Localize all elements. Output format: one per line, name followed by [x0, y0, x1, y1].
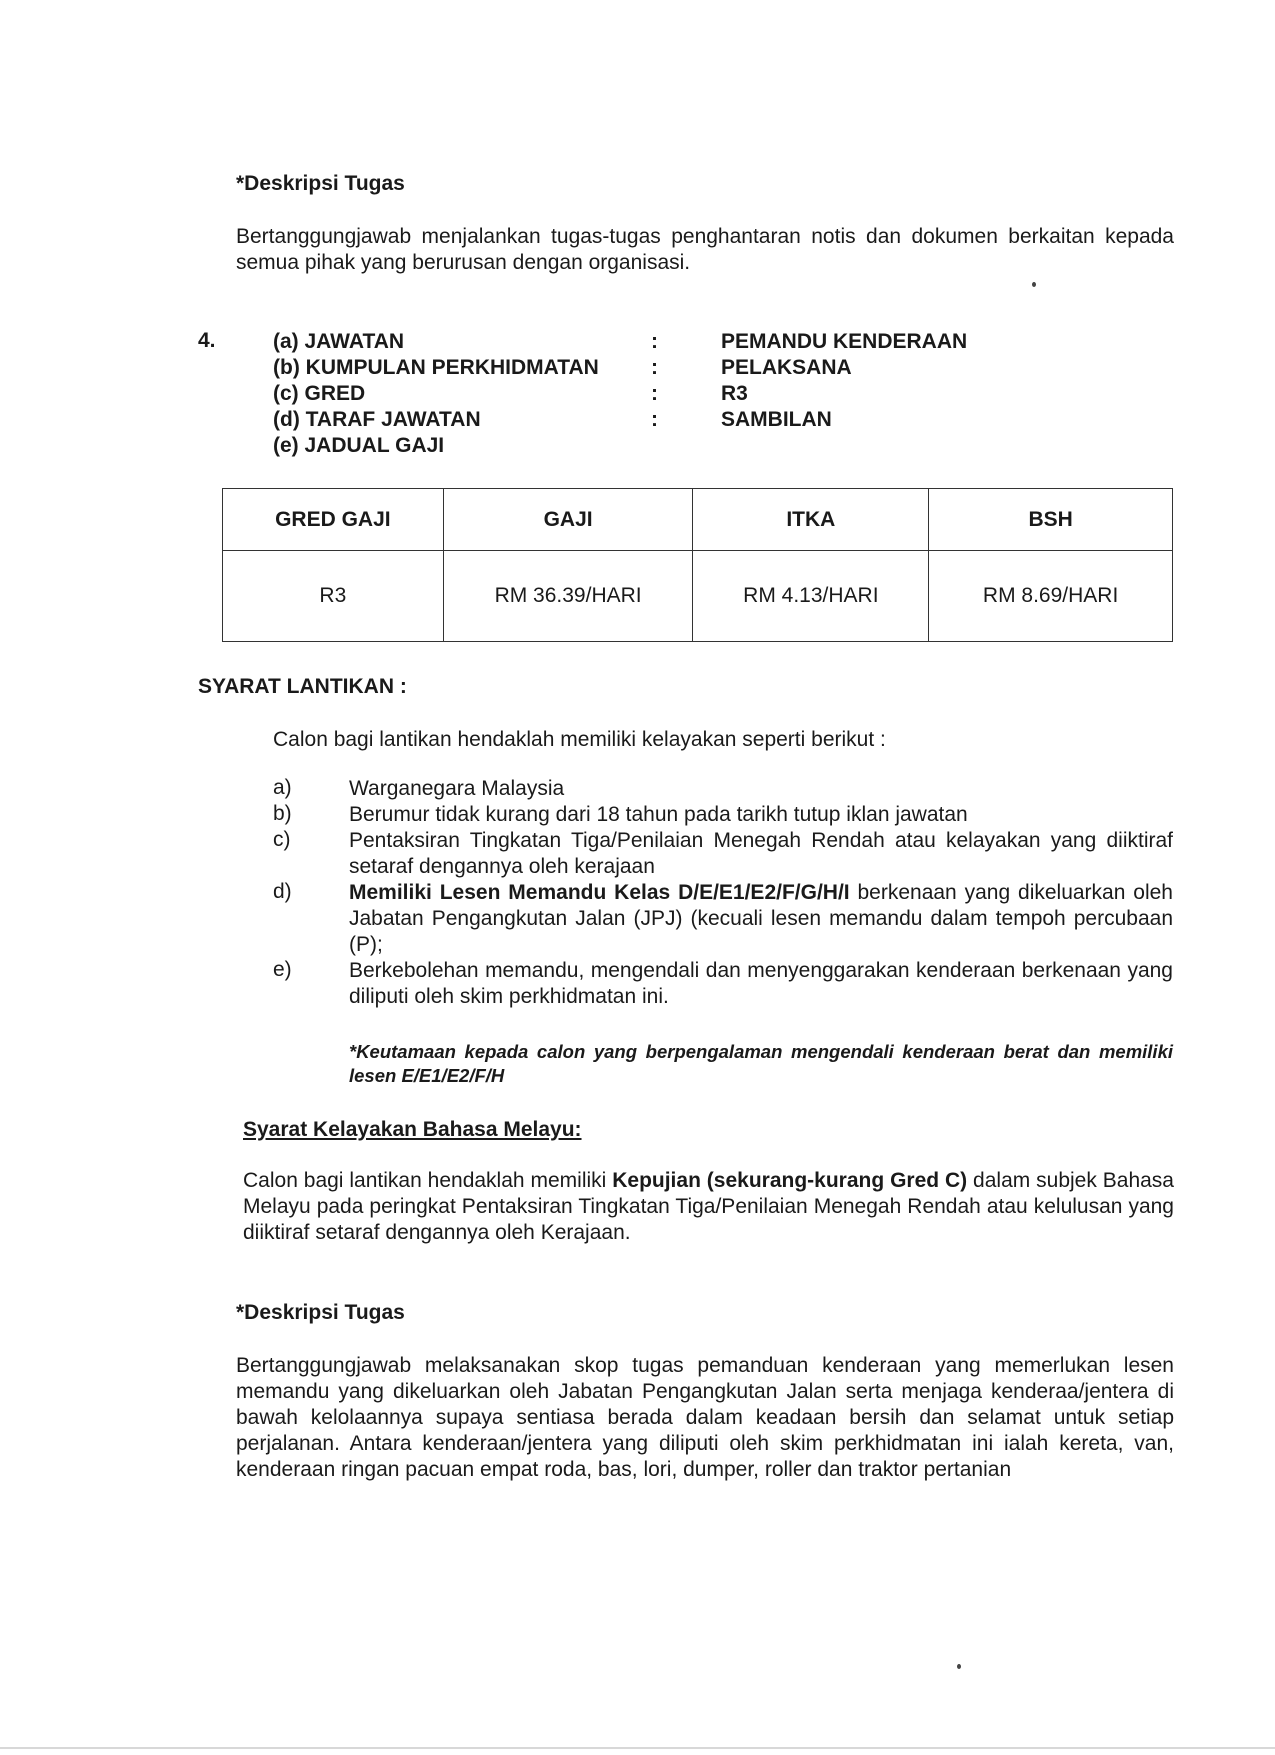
salary-header-bsh: BSH [929, 489, 1173, 551]
section1-paragraph: Bertanggungjawab menjalankan tugas-tugas penghantaran notis dan dokumen berkaitan kepada semua pihak yang berurusan dengan organisasi. [236, 225, 1174, 274]
section2-paragraph: Bertanggungjawab melaksanakan skop tugas pemanduan kenderaan yang memerlukan lesen memandu yang dikeluarkan oleh Jabatan Pengangkutan Jalan serta menjaga kenderaa/jentera di bawah kelolaannya supaya sentiasa berada dalam keadaan bersih dan selamat untuk setiap perjalanan. Antara kenderaan/jentera yang diliputi oleh skim perkhidmatan ini ialah kereta, van, kenderaan ringan pacuan empat roda, bas, lori, dumper, roller dan traktor pertanian [236, 1354, 1174, 1481]
field-colon: : [651, 356, 658, 379]
field-value: SAMBILAN [721, 408, 832, 431]
field-label: (a) JAWATAN [273, 330, 405, 353]
syarat-heading: SYARAT LANTIKAN : [198, 675, 407, 698]
list-text: Pentaksiran Tingkatan Tiga/Penilaian Menegah Rendah atau kelayakan yang diiktiraf setaraf dengannya oleh kerajaan [349, 829, 1173, 878]
salary-header-itka: ITKA [693, 489, 929, 551]
section4-fields [273, 329, 1033, 469]
list-marker: a) [273, 776, 292, 799]
section4-number: 4. [198, 329, 216, 352]
section2-heading: *Deskripsi Tugas [236, 1301, 405, 1324]
syarat-intro: Calon bagi lantikan hendaklah memiliki kelayakan seperti berikut : [273, 728, 886, 751]
list-text: Warganegara Malaysia [349, 777, 565, 800]
salary-cell-itka: RM 4.13/HARI [693, 551, 929, 642]
salary-table [222, 488, 1173, 642]
list-marker: b) [273, 802, 292, 825]
bahasa-text-bold: Kepujian (sekurang-kurang Gred C) [612, 1169, 968, 1192]
table-row [223, 551, 1173, 642]
salary-header-gred-gaji: GRED GAJI [223, 489, 444, 551]
field-value: PELAKSANA [721, 356, 852, 379]
salary-table-header-row [223, 489, 1173, 551]
list-text-bold: Memiliki Lesen Memandu Kelas D/E/E1/E2/F/G/H/I [349, 881, 850, 904]
scan-speck [957, 1664, 961, 1669]
list-marker: c) [273, 828, 291, 851]
bahasa-text-after: dalam subjek Bahasa Melayu pada peringkat Pentaksiran Tingkatan Tiga/Penilaian Menegah Rendah atau kelulusan yang diiktiraf setaraf dengannya oleh Kerajaan. [243, 1169, 1174, 1244]
list-marker: d) [273, 880, 292, 903]
bahasa-paragraph [243, 1168, 1174, 1246]
bahasa-heading: Syarat Kelayakan Bahasa Melayu: [243, 1118, 582, 1141]
salary-cell-bsh: RM 8.69/HARI [929, 551, 1173, 642]
syarat-list [273, 776, 1173, 1016]
scan-edge-line [0, 1747, 1275, 1749]
field-label: (e) JADUAL GAJI [273, 434, 445, 457]
salary-cell-gred-gaji: R3 [223, 551, 444, 642]
list-text-rest: berkenaan yang dikeluarkan oleh Jabatan Pengangkutan Jalan (JPJ) (kecuali lesen memandu dalam tempoh percubaan (P); [349, 881, 1173, 956]
field-colon: : [651, 408, 658, 431]
list-text: Berumur tidak kurang dari 18 tahun pada tarikh tutup iklan jawatan [349, 803, 968, 826]
list-marker: e) [273, 958, 292, 981]
list-text [349, 880, 1173, 958]
bahasa-text-before: Calon bagi lantikan hendaklah memiliki [243, 1169, 613, 1192]
salary-cell-gaji: RM 36.39/HARI [443, 551, 693, 642]
field-label: (d) TARAF JAWATAN [273, 408, 481, 431]
field-value: PEMANDU KENDERAAN [721, 330, 968, 353]
field-colon: : [651, 330, 658, 353]
scan-speck [1032, 282, 1036, 287]
field-value: R3 [721, 382, 748, 405]
syarat-note: *Keutamaan kepada calon yang berpengalaman mengendali kenderaan berat dan memiliki lesen E/E1/E2/F/H [349, 1041, 1173, 1086]
salary-header-gaji: GAJI [443, 489, 693, 551]
field-label: (c) GRED [273, 382, 366, 405]
section1-heading: *Deskripsi Tugas [236, 172, 405, 195]
list-text: Berkebolehan memandu, mengendali dan menyenggarakan kenderaan berkenaan yang diliputi oleh skim perkhidmatan ini. [349, 959, 1173, 1008]
field-label: (b) KUMPULAN PERKHIDMATAN [273, 356, 599, 379]
field-colon: : [651, 382, 658, 405]
